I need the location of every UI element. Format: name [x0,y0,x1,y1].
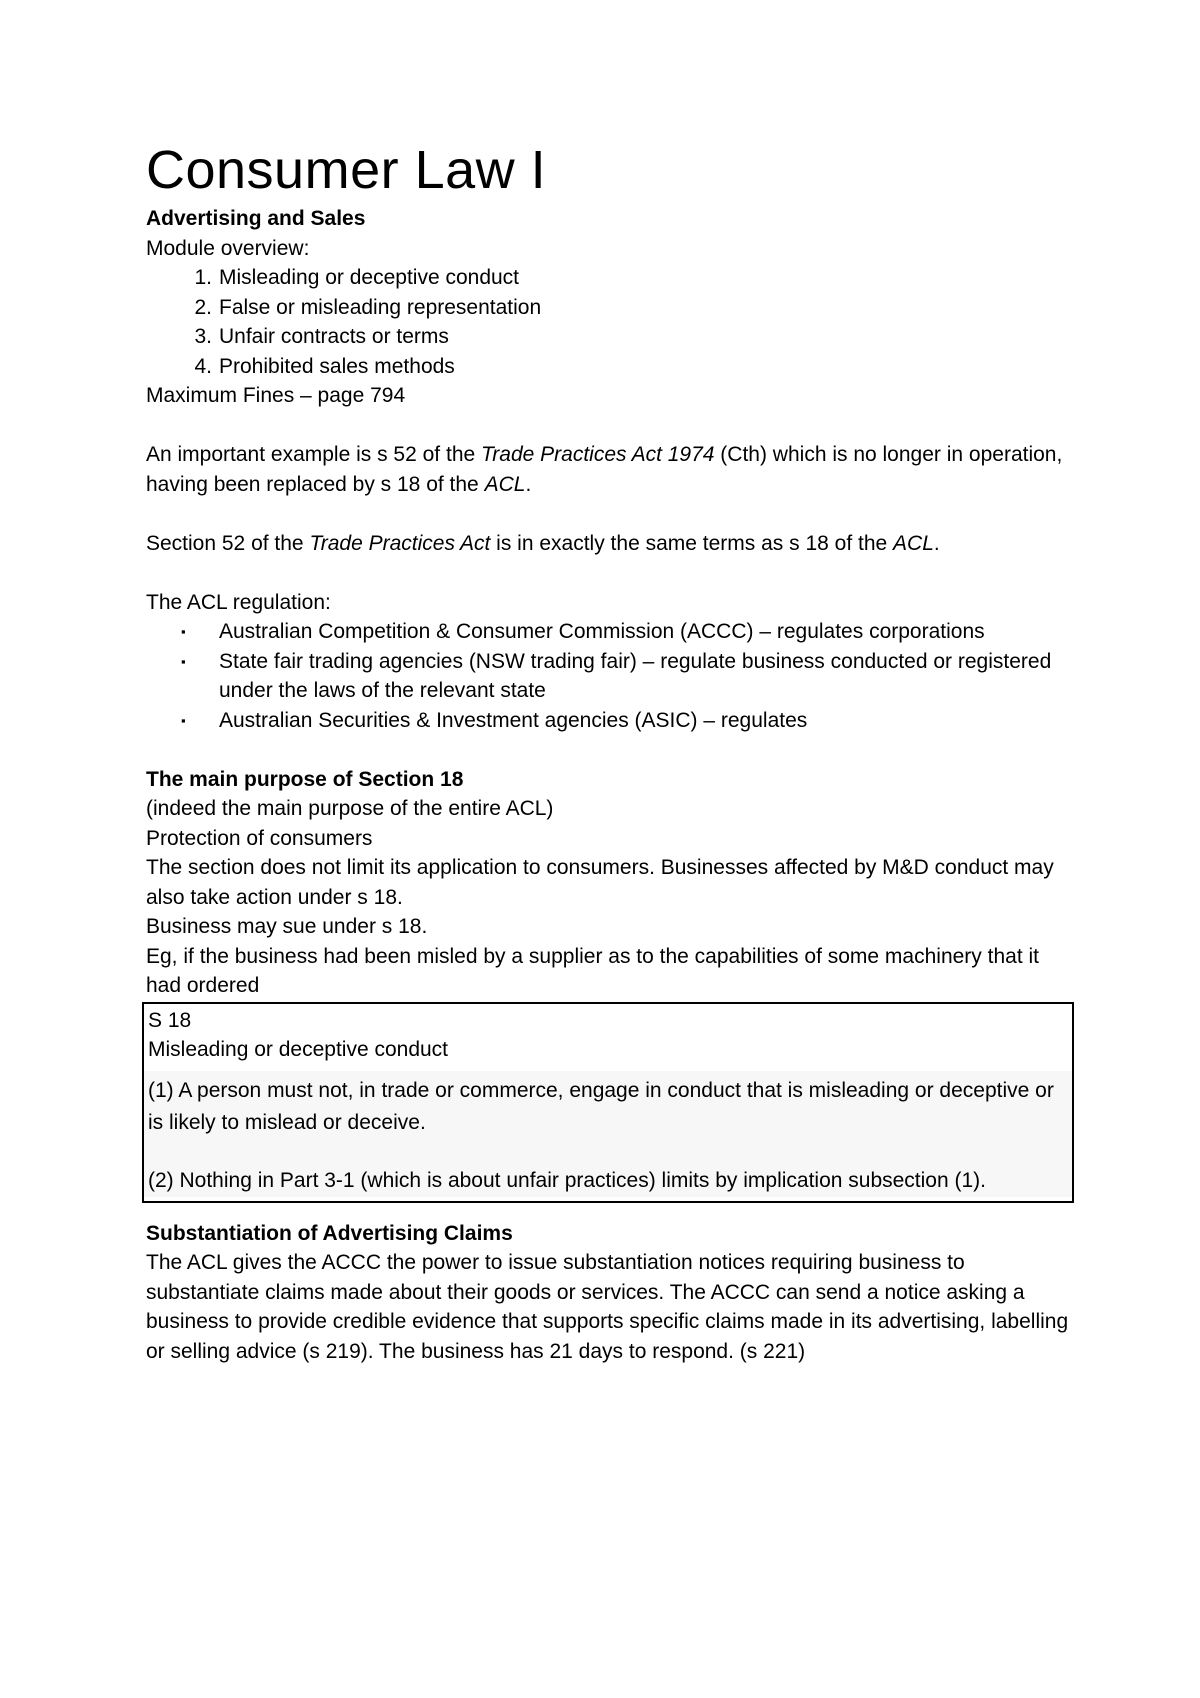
subtitle: Advertising and Sales [146,207,366,230]
bullet-icon: ▪ [181,712,186,728]
overview-list [146,263,1076,381]
paragraph-s52: An important example is s 52 of the Trade Practices Act 1974 (Cth) which is no longer in operation, having been replaced by s 18 of the ACL. [146,443,1063,496]
purpose-line: Business may sue under s 18. [146,915,428,938]
s18-subsection-1: (1) A person must not, in trade or commerce, engage in conduct that is misleading or deceptive or is likely to mislead or deceive. [148,1078,1054,1134]
purpose-heading: The main purpose of Section 18 [146,767,464,791]
document-page [146,140,1076,1366]
s18-heading: Misleading or deceptive conduct [148,1038,449,1061]
bullet-icon: ▪ [181,624,186,639]
substantiation-body: The ACL gives the ACCC the power to issue substantiation notices requiring business to substantiate claims made about their goods or services. The ACCC can send a notice asking a business to provide credible evidence that supports specific claims made in its advertising, labelling or selling advice (s 219). The business has 21 days to respond. (s 221) [146,1251,1069,1363]
paragraph-same-terms: Section 52 of the Trade Practices Act is in exactly the same terms as s 18 of the ACL. [146,531,940,555]
purpose-line: (indeed the main purpose of the entire ACL) [146,797,554,820]
s18-section: S 18 [148,1008,192,1032]
list-item: ▪ State fair trading agencies (NSW trading fair) – regulate business conducted or registered under the laws of the relevant state [219,647,1076,706]
list-item: ▪ Australian Competition & Consumer Commission (ACCC) – regulates corporations [219,617,1076,647]
substantiation-heading: Substantiation of Advertising Claims [146,1221,513,1245]
s18-text-box [142,1002,1074,1203]
acl-regulation-label: The ACL regulation: [146,590,331,614]
page-title: Consumer Law I [146,140,547,200]
purpose-line: Protection of consumers [146,826,373,850]
list-item: ▪ Australian Securities & Investment agencies (ASIC) – regulates [219,706,1076,736]
regulator-list [146,617,1076,735]
max-fines: Maximum Fines – page 794 [146,384,406,407]
list-item: 1. Misleading or deceptive conduct [194,266,520,289]
overview-label: Module overview: [146,236,310,260]
s18-body [144,1071,1072,1197]
list-item: 3. Unfair contracts or terms [194,325,449,348]
purpose-line: The section does not limit its application to consumers. Businesses affected by M&D conduct may also take action under s 18. [146,856,1054,909]
purpose-line: Eg, if the business had been misled by a supplier as to the capabilities of some machinery that it had ordered [146,944,1039,997]
list-item: 2. False or misleading representation [194,295,542,319]
bullet-icon: ▪ [181,653,186,669]
list-item: 4. Prohibited sales methods [194,354,455,378]
s18-subsection-2: (2) Nothing in Part 3-1 (which is about unfair practices) limits by implication subsection (1). [148,1168,987,1192]
